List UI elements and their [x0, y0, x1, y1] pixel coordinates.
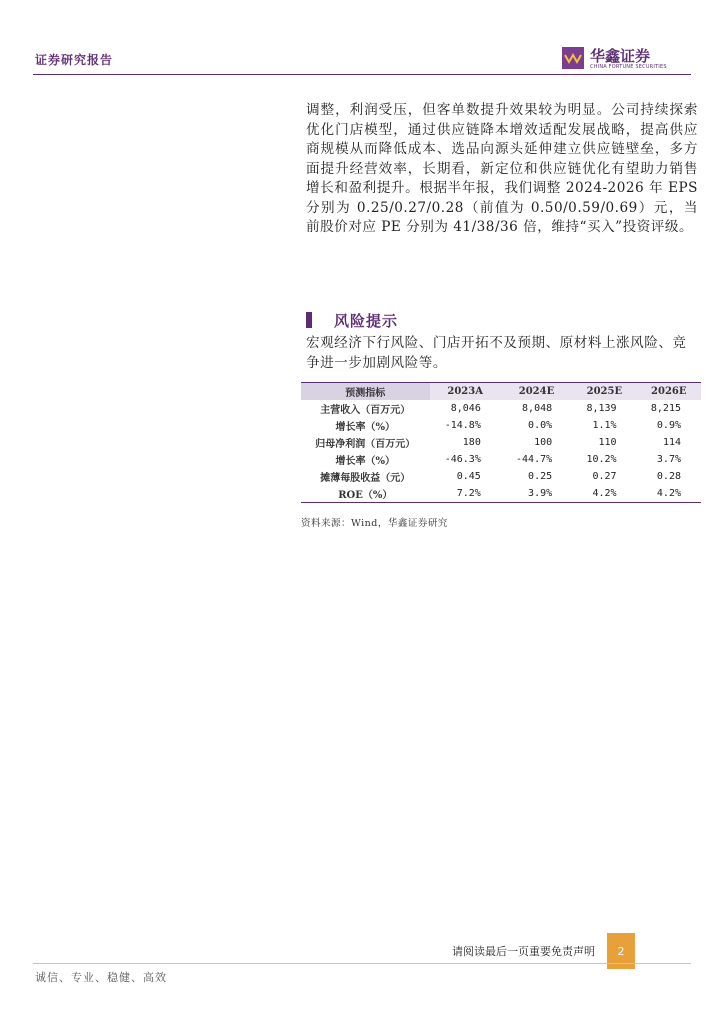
table-cell: -14.8%: [444, 420, 481, 431]
table-row: [301, 434, 701, 451]
table-cell: 8,048: [522, 403, 553, 414]
table-row: [301, 400, 701, 417]
column-header: 预测指标: [301, 383, 430, 401]
row-label: ROE（%）: [301, 485, 430, 503]
logo-name-english: CHINA FORTUNE SECURITIES: [590, 64, 667, 70]
table-header-row: [301, 383, 701, 401]
table-cell: 3.9%: [501, 485, 572, 503]
column-header: 2024E: [501, 383, 572, 401]
table-row: [301, 417, 701, 434]
logo-mark-icon: [562, 47, 584, 69]
table-cell: 4.2%: [572, 485, 636, 503]
table-cell: 0.25: [528, 471, 553, 482]
company-motto: 诚信、专业、稳健、高效: [35, 971, 167, 984]
table-cell: 0.0%: [528, 420, 553, 431]
analysis-text: 调整，利润受压，但客单数提升效果较为明显。公司持续探索优化门店模型，通过供应链降本增效适配发展战略，提高供应商规模从而降低成本、选品向源头延伸建立供应链壁垒，多方面提升经营效率，长期看，新定位和供应链优化有望助力销售增长和盈利提升。根据半年报，我们调整 2024-2026 年 EPS 分别为 0.25/0.27/0.28（前值为 0.50/0.59/0.69）元，当前股价对应 PE 分别为 41/38/36 倍，维持“买入”投资评级。: [306, 102, 698, 235]
row-label: 主营收入（百万元）: [320, 405, 411, 416]
forecast-table: [301, 382, 701, 503]
table-cell: 4.2%: [637, 485, 701, 503]
table-cell: 0.45: [456, 471, 481, 482]
table-cell: 3.7%: [656, 454, 681, 465]
column-header: 2025E: [572, 383, 636, 401]
row-label: 归母净利润（百万元）: [315, 439, 416, 450]
company-logo: [562, 45, 672, 75]
table-cell: 114: [662, 437, 681, 448]
table-cell: 0.28: [656, 471, 681, 482]
table-row: [301, 468, 701, 485]
page-number: 2: [607, 933, 635, 969]
table-cell: 180: [462, 437, 481, 448]
section-marker: [306, 312, 312, 328]
row-label: 摊薄每股收益（元）: [320, 473, 411, 484]
column-header: 2023A: [430, 383, 501, 401]
logo-name: 华鑫证券: [590, 47, 651, 65]
table-cell: 0.9%: [656, 420, 681, 431]
table-cell: 0.27: [592, 471, 617, 482]
table-row: [301, 485, 701, 503]
footer-divider: [33, 963, 691, 964]
table-cell: 8,215: [650, 403, 681, 414]
table-cell: 110: [598, 437, 617, 448]
table-cell: 10.2%: [586, 454, 617, 465]
header-divider: [33, 74, 691, 75]
table-cell: -44.7%: [516, 454, 553, 465]
risk-text: 宏观经济下行风险、门店开拓不及预期、原材料上涨风险、竞争进一步加剧风险等。: [306, 335, 687, 371]
row-label: 增长率（%）: [335, 422, 396, 433]
report-type-label: 证券研究报告: [35, 53, 114, 67]
table-row: [301, 451, 701, 468]
table-cell: -46.3%: [444, 454, 481, 465]
table-cell: 7.2%: [430, 485, 501, 503]
table-cell: 100: [534, 437, 553, 448]
analysis-paragraph: [306, 101, 698, 238]
table-source: 资料来源：Wind，华鑫证券研究: [301, 518, 448, 529]
column-header: 2026E: [637, 383, 701, 401]
row-label: 增长率（%）: [335, 456, 396, 467]
disclaimer-notice: 请阅读最后一页重要免责声明: [452, 945, 595, 958]
risk-title: 风险提示: [334, 312, 399, 330]
table-cell: 1.1%: [592, 420, 617, 431]
table-cell: 8,139: [586, 403, 617, 414]
table-cell: 8,046: [450, 403, 481, 414]
